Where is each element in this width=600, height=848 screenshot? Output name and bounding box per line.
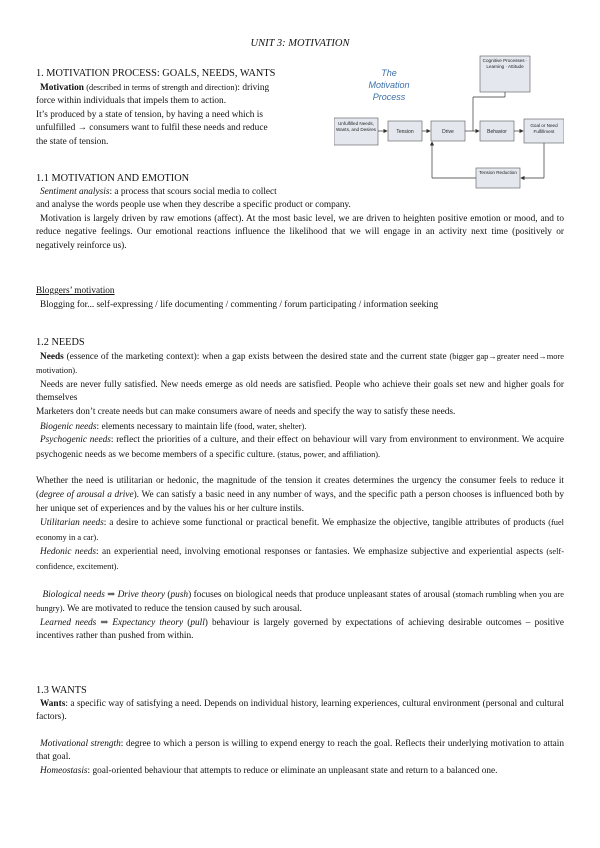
motivational-strength: Motivational strength: degree to which a person is willing to expend energy to reach the goal. Reflects their underlying motivation to attain that goal. (36, 738, 565, 763)
needs-definition: Needs (essence of the marketing context): when a gap exists between the desired state and the current state (bigger gap→greater need→more motivation). (36, 351, 564, 376)
section-heading: 1.2 NEEDS (36, 337, 85, 348)
biogenic-needs: Biogenic needs: elements necessary to maintain life (food, water, shelter). (40, 421, 307, 432)
diagram-title-2: Motivation (368, 80, 410, 90)
learned-needs: Learned needs ⇒ Expectancy theory (pull) behaviour is largely governed by expectations of achieving desirable outcomes – positive incentives rather than pushed from within. (36, 617, 565, 642)
box-drive-label: Drive (442, 129, 454, 135)
utilitarian-hedonic-paragraph: Whether the need is utilitarian or hedonic, the magnitude of the tension it creates determines the urgency the consumer feels to reduce it (degree of arousal a drive). We can satisfy a basic need in any number of ways, and the specific path a person chooses is influenced both by her unique set of experiences and by the values his or her culture instils. (36, 476, 565, 514)
needs-never-satisfied: Needs are never fully satisfied. New needs emerge as old needs are satisfied. People who achieve their goals set new and higher goals for themselves (36, 379, 564, 404)
biological-needs: Biological needs ⇒ Drive theory (push) focuses on biological needs that produce unpleasant states of arousal (stomach rumbling when you are hungry). We are motivated to reduce the tension caused by such arousal. (36, 589, 564, 615)
diagram-title-3: Process (372, 92, 406, 102)
page-title: UNIT 3: MOTIVATION (250, 38, 350, 49)
box-needs-label: Unfulfilled Needs, Wants, and Desires (336, 121, 376, 132)
section-motivation-process: 1. MOTIVATION PROCESS: GOALS, NEEDS, WANTS Motivation (described in terms of strength and direction): driving force within individuals that impels them to action. It’s produced by a state of tension, by having a need which is unfulfilled → consumers want to fulfil these needs and reduce the state of tension. (36, 67, 326, 150)
wants-definition: Wants: a specific way of satisfying a need. Depends on individual history, learning experiences, cultural environment (personal and cultural factors). (36, 698, 564, 723)
section-needs (36, 336, 564, 644)
section-motivation-emotion: 1.1 MOTIVATION AND EMOTION Sentiment analysis: a process that scours social media to collect and analyse the words people use when they describe a specific product or company. Motivation is largely driven by raw emotions (affect). At the most basic level, we are driven to heighten positive emotion or mood, and to reduce negative feelings. Our emotional reactions influence the likelihood that we will engage in an activity next time (positively or negatively reinforce us). (36, 172, 564, 254)
marketers: Marketers don’t create needs but can make consumers aware of needs and specify the way to satisfy these needs. (36, 406, 456, 417)
diagram-title-1: The (381, 68, 397, 78)
box-goal-label: Goal or Need Fulfillment (530, 123, 558, 134)
box-tension-label: Tension (396, 129, 414, 135)
hedonic-needs: Hedonic needs: an experiential need, involving emotional responses or fantasies. We emphasize subjective and experiential aspects (self-confidence, excitement). (36, 547, 564, 571)
box-reduction-label: Tension Reduction (479, 170, 517, 175)
box-behavior-label: Behavior (487, 129, 507, 135)
psychogenic-needs: Psychogenic needs: reflect the priorities of a culture, and their effect on behaviour will vary from environment to environment. We acquire psychogenic needs as we become members of a specific culture. (status, power, and affiliation). (36, 435, 564, 460)
section-heading: 1.3 WANTS (36, 685, 87, 696)
term: Motivation (40, 82, 84, 93)
emotion-paragraph: Motivation is largely driven by raw emotions (affect). At the most basic level, we are driven to heighten positive emotion or mood, and to reduce negative feelings. Our emotional reactions influence the likelihood that we will engage in an activity next time (positively or negatively reinforce us). (36, 213, 564, 251)
utilitarian-needs: Utilitarian needs: a desire to achieve some functional or practical benefit. We emphasize the objective, tangible attributes of products (fuel economy in a car). (36, 518, 564, 542)
bloggers-heading: Bloggers’ motivation (36, 286, 115, 296)
motivation-process-diagram (334, 55, 564, 190)
sentiment-analysis: Sentiment analysis: a process that scours social media to collect (40, 186, 277, 197)
section-bloggers (36, 285, 564, 312)
motivation-definition: Motivation (described in terms of strength and direction): driving (40, 82, 270, 93)
section-wants (36, 684, 564, 779)
box-learning-label: Cognitive Processes · Learning · Attitude (482, 58, 528, 69)
bloggers-text: Blogging for... self-expressing / life documenting / commenting / forum participating / information seeking (40, 299, 439, 310)
section-heading: 1.1 MOTIVATION AND EMOTION (36, 173, 190, 184)
homeostasis: Homeostasis: goal-oriented behaviour that attempts to reduce or eliminate an unpleasant state and return to a balanced one. (40, 765, 498, 776)
section-heading: 1. MOTIVATION PROCESS: GOALS, NEEDS, WANTS (36, 68, 276, 79)
